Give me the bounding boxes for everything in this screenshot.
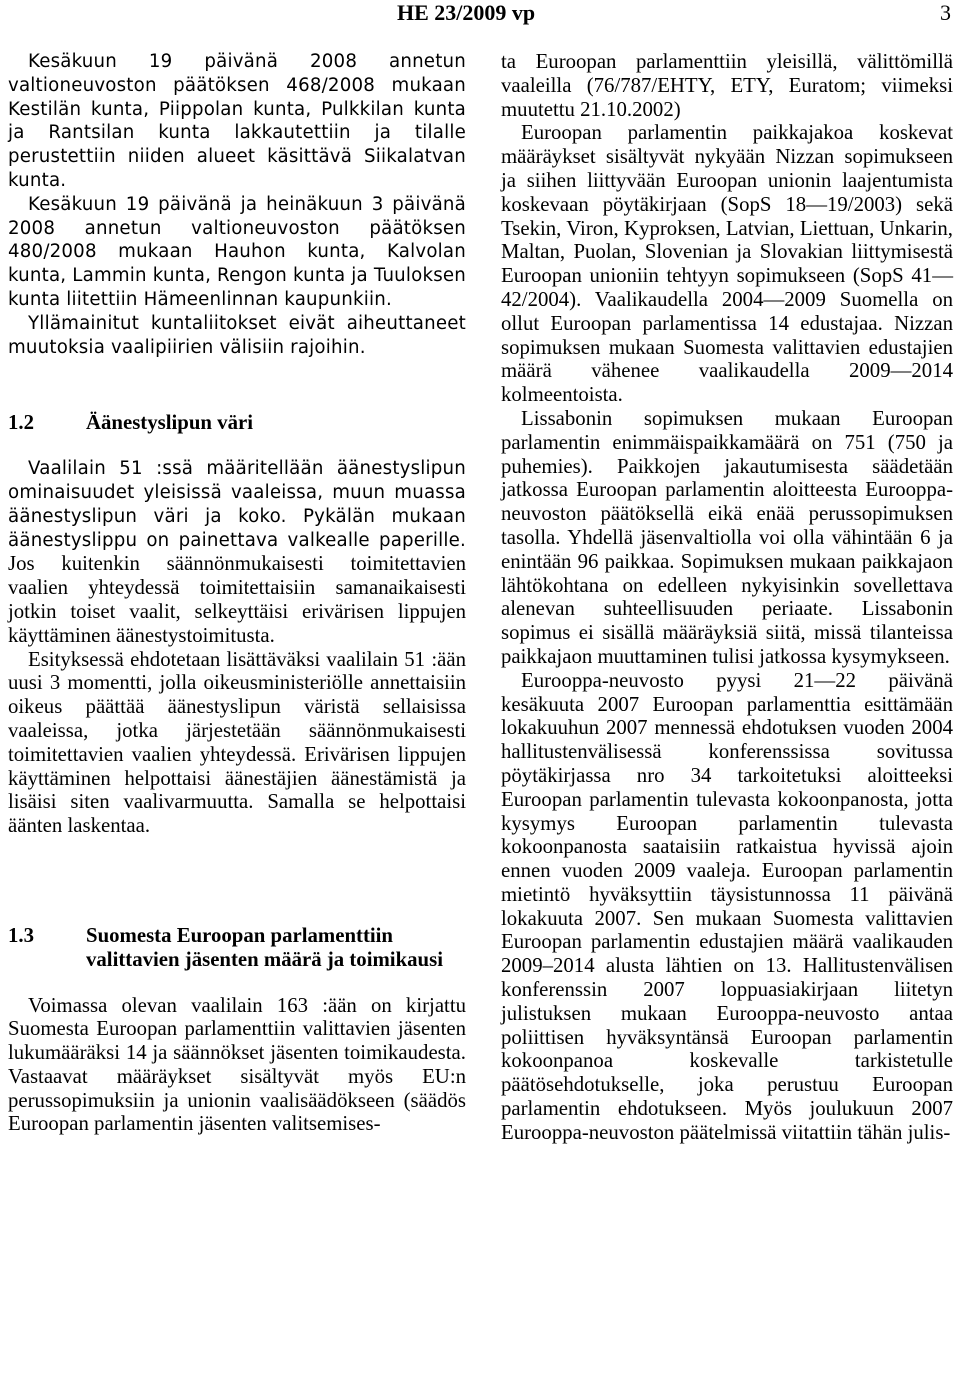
- page-number: 3: [940, 0, 951, 25]
- section-number: 1.3: [8, 923, 34, 947]
- paragraph-nice-treaty-seats: Euroopan parlamentin paikkajakoa koskevat määräykset sisältyvät nykyään Nizzan sopimukseen ja siihen liittyvään Euroopan unionin laajentumista koskevaan pöytäkirjaan (SopS 18—19/2003) sekä Tsekin, Viron, Kyproksen, Latvian, Liettuan, Unkarin, Maltan, Puolan, Slovenian ja Slovakian liittymisestä Euroopan unioniin tehtyyn sopimukseen (SopS 41—42/2004). Vaalikaudella 2004—2009 Suomella on ollut Euroopan parlamentissa 14 edustajaa. Nizzan sopimuksen mukaan Suomesta valittavien edustajien määrä vähenee vaalikaudella 2009—2014 kolmeentoista.: [501, 121, 953, 407]
- section-heading-1-3: [8, 924, 466, 972]
- paragraph-ballot-color: Vaalilain 51 :ssä määritellään äänestyslipun ominaisuudet yleisissä vaaleissa, muun muassa äänestyslipun väri ja koko. Pykälän mukaan äänestyslippu on painettava valkealle paperille. Jos kuitenkin säännönmukaisesti toimitettavien vaalien yhteydessä toimitettaisiin samanaikaisesti jotkin toiset vaalit, selkeyttäisi erivärisen lippujen käyttäminen äänestystoimitusta.: [8, 458, 466, 647]
- paragraph-municipal-merger-siikalatva: Kesäkuun 19 päivänä 2008 annetun valtioneuvoston päätöksen 468/2008 mukaan Kestilän kunta, Piippolan kunta, Pulkkilan kunta ja Rantsilan kunta lakkautettiin ja tilalle perustettiin niiden alueet käsittävä Siikalatvan kunta.: [8, 51, 466, 191]
- paragraph-lisbon-treaty: Lissabonin sopimuksen mukaan Euroopan parlamentin enimmäispaikkamäärä on 751 (750 ja puhemies). Paikkojen jakautumisesta säädetään jatkossa Euroopan parlamentin aloitteesta Eurooppa-neuvoston päätöksellä eikä enää perussopimuksen tasolla. Yhdellä jäsenvaltiolla voi olla vähintään 6 ja enintään 96 paikkaa. Sopimuksen mukaan paikkajaon lähtökohtana on edelleen nykyisinkin sovellettava alenevan suhteellisuuden periaate. Lissabonin sopimus ei sisällä määräyksiä siitä, missä tilanteissa paikkajaon muuttaminen tulisi jatkossa kysymykseen.: [501, 406, 953, 668]
- paragraph-no-district-changes: Yllämainitut kuntaliitokset eivät aiheuttaneet muutoksia vaalipiirien välisiin rajoihin.: [8, 312, 466, 358]
- section-title: Suomesta Euroopan parlamenttiin valittavien jäsenten määrä ja toimikausi: [86, 923, 443, 971]
- left-column: [8, 50, 466, 1136]
- paragraph-european-council: Eurooppa-neuvosto pyysi 21—22 päivänä kesäkuuta 2007 Euroopan parlamenttia esittämään lokakuuhun 2007 mennessä ehdotuksen vuoden 2004 hallitustenvälisessä konferenssissa sovitussa pöytäkirjassa nro 34 tarkoitetuksi aloitteeksi Euroopan parlamentin tulevasta kokoonpanosta, jotta kysymys Euroopan parlamentin tulevasta kokoonpanosta saataisiin ratkaistua hyvissä ajoin ennen vuoden 2009 vaaleja. Euroopan parlamentin mietintö hyväksyttiin täysistunnossa 11 päivänä lokakuuta 2007. Sen mukaan Suomesta valittavien Euroopan parlamentin edustajien määrä vaalikauden 2009–2014 alusta lähtien on 13. Hallitustenvälisen konferenssin 2007 loppuasiakirjaan liitetyn julistuksen mukaan Eurooppa-neuvosto antaa poliittisen hyväksyntänsä Euroopan parlamentin kokoonpanoa koskevalle tarkistetulle päätösehdotukselle, joka perustuu Euroopan parlamentin ehdotukseen. Myös joulukuun 2007 Eurooppa-neuvoston päätelmissä viitattiin tähän julis-: [501, 668, 953, 1144]
- paragraph-proposal-ballot-color: Esityksessä ehdotetaan lisättäväksi vaalilain 51 :ään uusi 3 momentti, jolla oikeusministeriölle annettaisiin oikeus päättää äänestyslipun väristä sellaisissa vaaleissa, jotka järjestetään säännönmukaisesti toimitettavien vaalien yhteydessä. Erivärisen lippujen käyttäminen helpottaisi äänestäjien äänestämistä ja lisäisi siten vaalivarmuutta. Samalla se helpottaisi äänten laskentaa.: [8, 647, 466, 838]
- paragraph-current-law-163: Voimassa olevan vaalilain 163 :ään on kirjattu Suomesta Euroopan parlamenttiin valittavien jäsenten lukumääräksi 14 ja säännökset jäsenten toimikaudesta. Vastaavat määräykset sisältyvät myös EU:n perussopimuksiin ja unionin vaalisäädökseen (säädös Euroopan parlamentin jäsenten valitsemises-: [8, 993, 466, 1136]
- paragraph-municipal-merger-hameenlinna: Kesäkuun 19 päivänä ja heinäkuun 3 päivänä 2008 annetun valtioneuvoston päätöksen 480/2008 mukaan Hauhon kunta, Kalvolan kunta, Lammin kunta, Rengon kunta ja Tuuloksen kunta liitettiin Hämeenlinnan kaupunkiin.: [8, 193, 466, 310]
- page-header: [0, 0, 960, 30]
- document-id: HE 23/2009 vp: [397, 0, 536, 25]
- section-heading-1-2: [8, 411, 466, 435]
- paragraph-continued-electoral-act: ta Euroopan parlamenttiin yleisillä, välittömillä vaaleilla (76/787/EHTY, ETY, Euratom; viimeksi muutettu 21.10.2002): [501, 50, 953, 121]
- right-column: [501, 50, 953, 1145]
- section-title: Äänestyslipun väri: [86, 411, 253, 435]
- section-number: 1.2: [8, 411, 34, 435]
